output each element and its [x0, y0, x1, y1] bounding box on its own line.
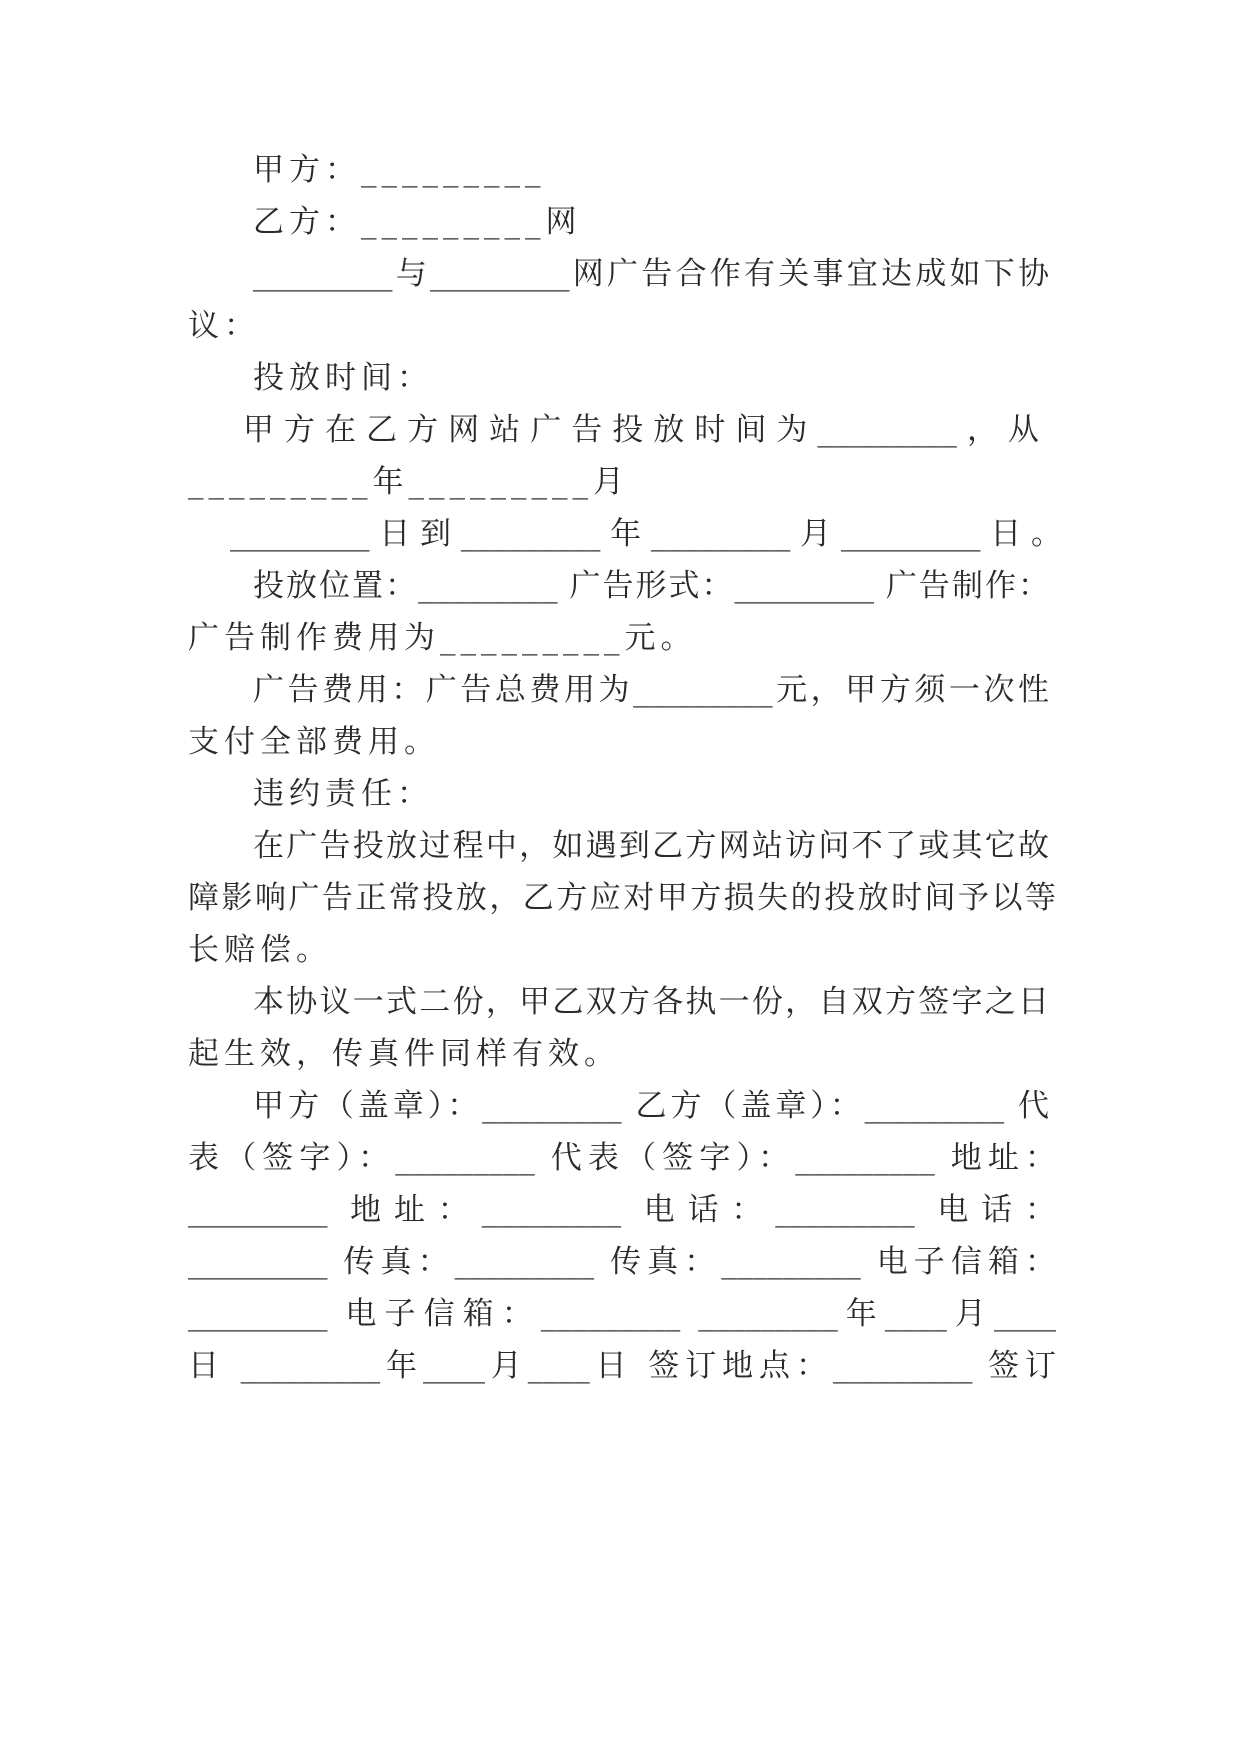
signature-line-5: _________ 电子信箱：_________ _________年____月____ — [188, 1296, 1056, 1332]
signature-line-3: _________ 地址：_________ 电话：_________ 电话： — [188, 1192, 1056, 1228]
liability-line-2: 障影响广告正常投放，乙方应对甲方损失的投放时间予以等 — [188, 880, 1056, 916]
time-line-1: 甲方在乙方网站广告投放时间为_________，从 — [243, 412, 1039, 448]
signature-line-4: _________ 传真：_________ 传真：_________ 电子信箱： — [188, 1244, 1056, 1280]
production-fee-line: 广告制作费用为_________元。 — [188, 620, 697, 656]
ad-fee-line-2: 支付全部费用。 — [188, 724, 440, 760]
liability-line-1: 在广告投放过程中，如遇到乙方网站访问不了或其它故 — [253, 828, 1049, 864]
section-heading-liability: 违约责任： — [253, 776, 433, 812]
signature-line-1: 甲方（盖章）：_________ 乙方（盖章）：_________ 代 — [253, 1088, 1049, 1124]
intro-line-2: 议： — [188, 308, 260, 344]
copies-line-1: 本协议一式二份，甲乙双方各执一份，自双方签字之日 — [253, 984, 1049, 1020]
signature-line-2: 表（签字）：_________ 代表（签字）：_________ 地址： — [188, 1140, 1056, 1176]
copies-line-2: 起生效，传真件同样有效。 — [188, 1036, 620, 1072]
ad-fee-line-1: 广告费用：广告总费用为_________元，甲方须一次性 — [253, 672, 1049, 708]
time-line-2: _________年_________月 — [188, 464, 629, 500]
liability-line-3: 长赔偿。 — [188, 932, 332, 968]
party-b-line: 乙方：_________网 — [253, 204, 582, 240]
position-line: 投放位置：_________ 广告形式：_________ 广告制作： — [253, 568, 1049, 604]
section-heading-time: 投放时间： — [253, 360, 433, 396]
signature-line-6: 日 _________年____月____日 签订地点：_________ 签订 — [188, 1348, 1056, 1384]
intro-line-1: _________与_________网广告合作有关事宜达成如下协 — [253, 256, 1049, 292]
time-line-3: _________日到_________年_________月_________日。 — [230, 516, 1062, 552]
party-a-line: 甲方：_________ — [253, 152, 546, 188]
